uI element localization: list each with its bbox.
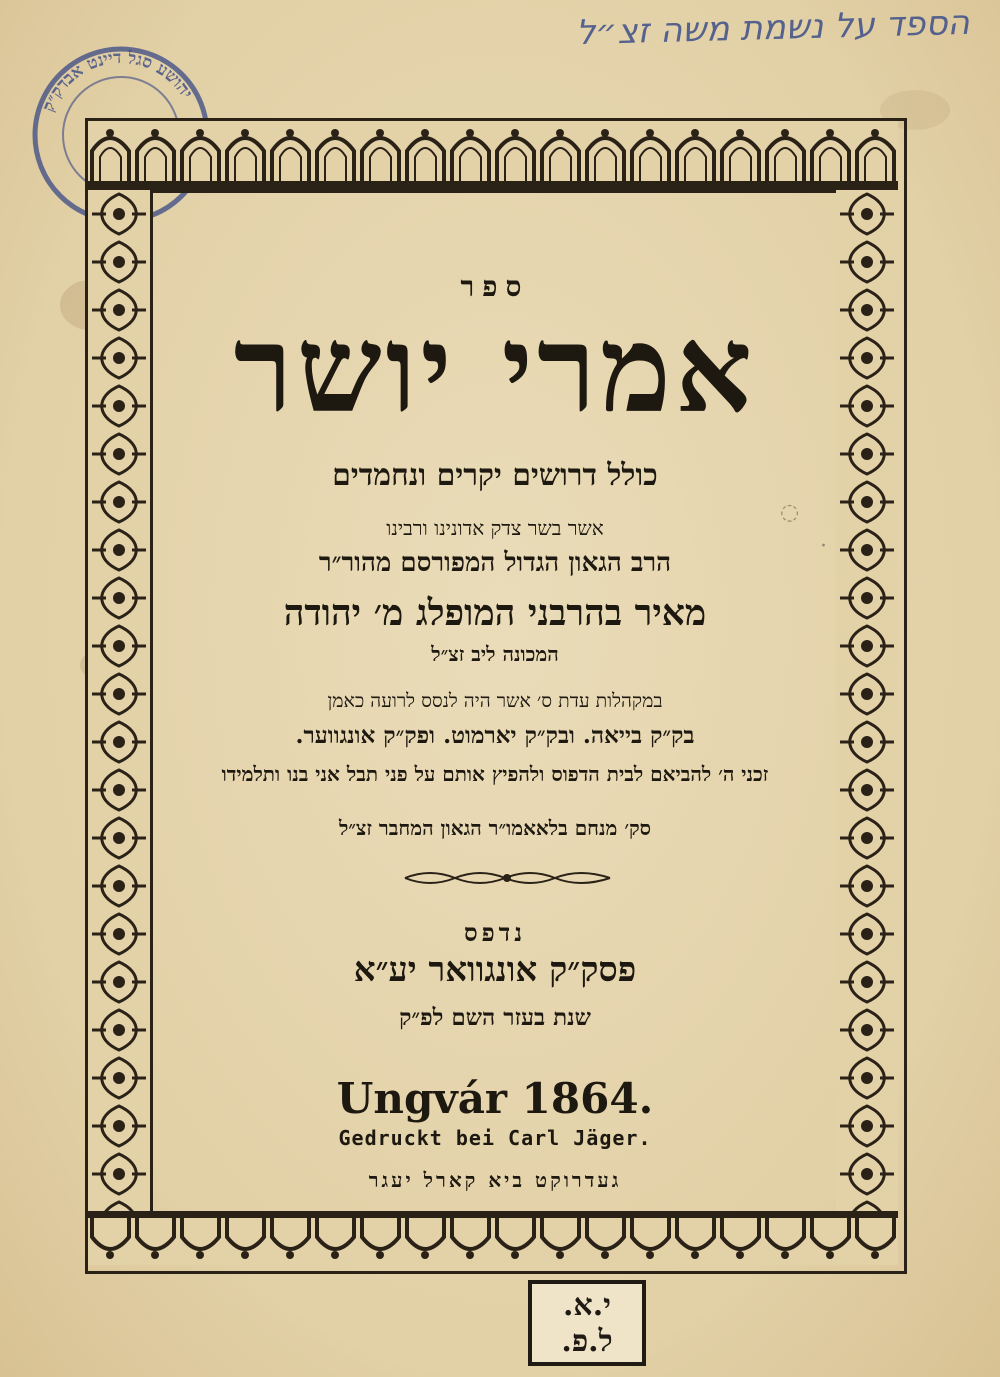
library-stamp	[528, 1280, 646, 1366]
printed-label: נדפס	[463, 918, 527, 947]
dedication-line: אשר בשר צדק אדונינו ורבינו	[386, 516, 604, 540]
printer-latin: Gedruckt bei Carl Jäger.	[338, 1126, 652, 1150]
congregations-line: במקהלות עדת ס׳ אשר היה לנסס לרועה כאמן	[327, 690, 663, 712]
author-alias: המכונה ליב זצ״ל	[431, 642, 559, 666]
library-stamp-line1: י.א.	[562, 1288, 612, 1323]
pencil-mark: ◌	[780, 500, 800, 525]
frame-right-band	[836, 190, 898, 1211]
printer-yiddish: געדרוקט ביא קארל יעגר	[368, 1168, 622, 1192]
author-name: מאיר בהרבני המופלג מ׳ יהודה	[283, 592, 707, 634]
author-honorific: הרב הגאון הגדול המפורסם מהור״ר	[318, 548, 672, 578]
stamp-ring-text: יהושע סגל דיינט אבדק״ק	[38, 47, 197, 115]
print-city: פסק״ק אונגוואר יע״א	[353, 950, 637, 990]
latin-imprint: Ungvár 1864.	[336, 1074, 654, 1123]
frame-bottom-band	[88, 1211, 898, 1265]
sefer-heading: ספר	[460, 270, 530, 303]
ornament-divider-icon	[400, 868, 615, 888]
library-stamp-line2: ל.פ.	[561, 1324, 613, 1359]
book-title: אמרי יושר	[233, 299, 757, 440]
svg-text:יהושע סגל דיינט אבדק״ק	[38, 48, 196, 115]
publisher-note: זכני ה׳ להביאם לבית הדפוס ולהפיץ אותם על פני תבל אני בנו ותלמידו	[221, 762, 769, 786]
cities-line: בק״ק בייאה. ובק״ק יארמוט. ופק״ק אונגווער.	[295, 722, 695, 749]
frame-left-band	[88, 190, 150, 1211]
print-year: שנת בעזר השם לפ״ק	[399, 1004, 591, 1031]
frame-top-band	[88, 121, 898, 190]
handwritten-note: הספד על נשמת משה זצ״ל	[575, 2, 971, 54]
subtitle: כולל דרושים יקרים ונחמדים	[332, 458, 658, 493]
publisher-name: סק׳ מנחם בלאאמו״ר הגאון המחבר זצ״ל	[338, 816, 652, 840]
pencil-mark: ·	[820, 534, 827, 559]
